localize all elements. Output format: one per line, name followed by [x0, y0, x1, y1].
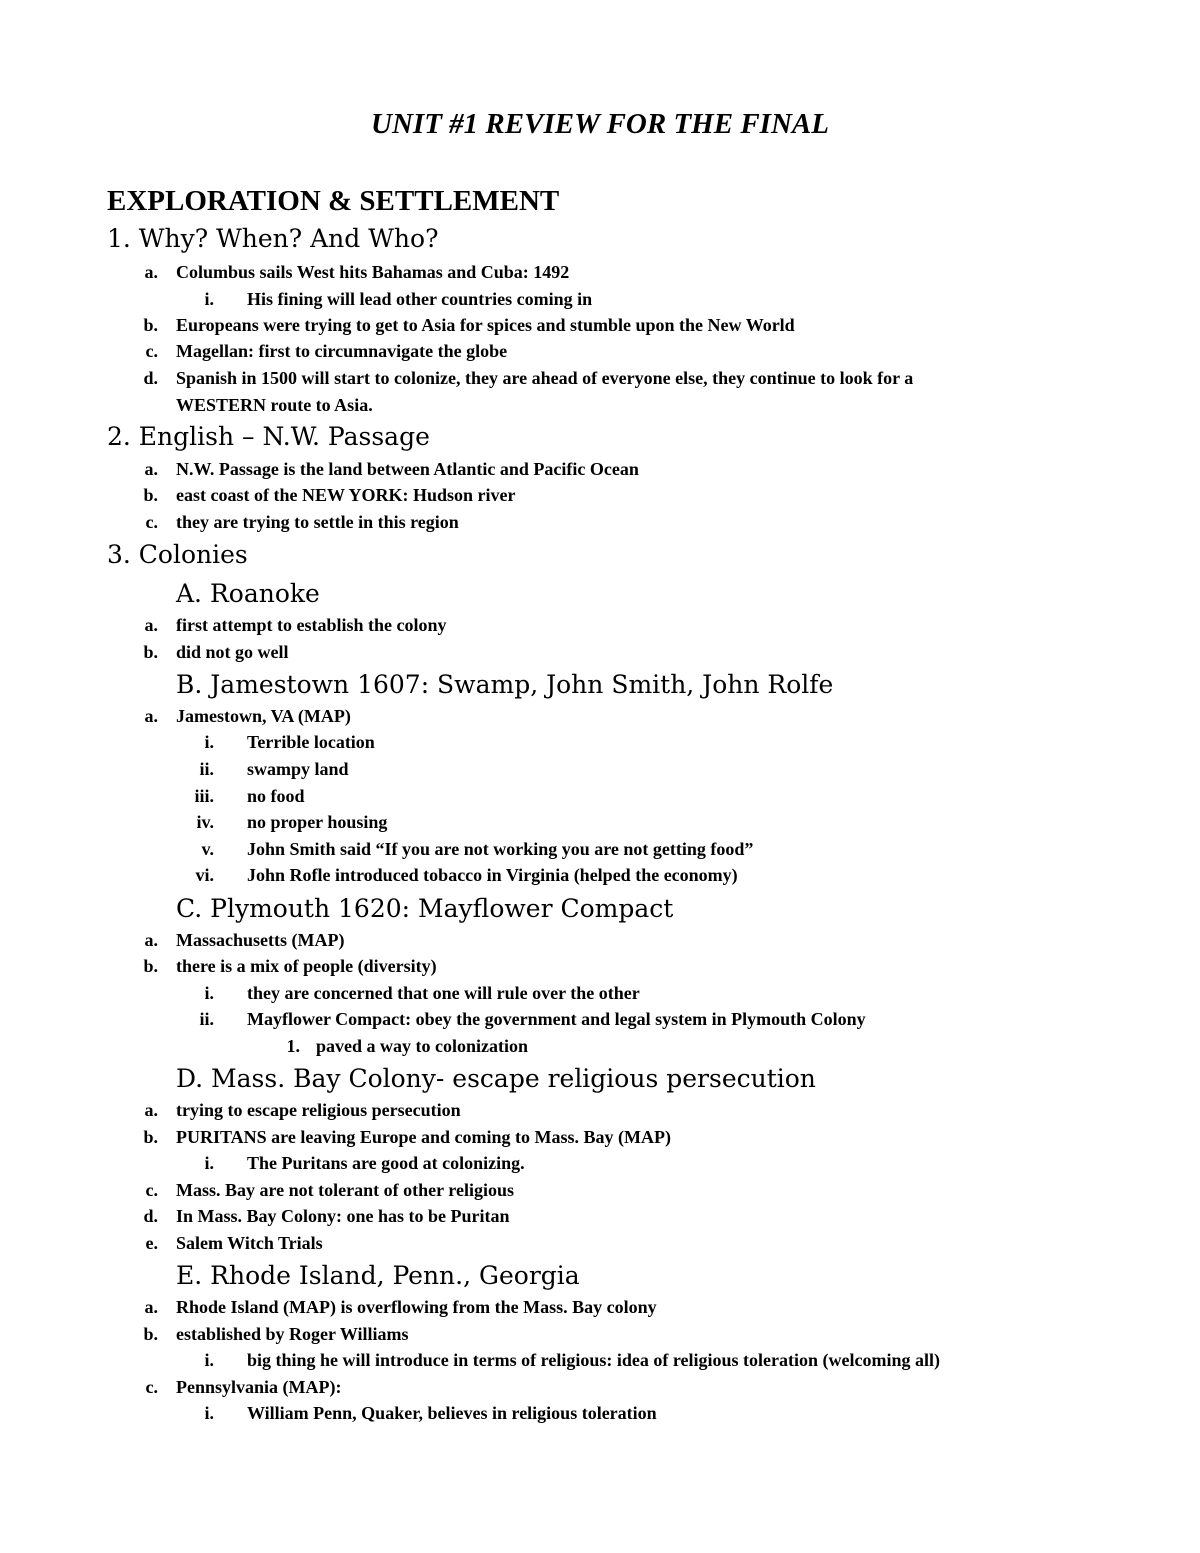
list-item-text: swampy land: [247, 759, 349, 779]
list-marker: a.: [144, 615, 158, 635]
list-marker: b.: [143, 315, 158, 335]
list-marker: a.: [144, 459, 158, 479]
list-marker: i.: [204, 289, 214, 309]
subheading-mass-bay: D. Mass. Bay Colony- escape religious persecution: [176, 1064, 816, 1093]
question-3-heading: 3. Colonies: [107, 540, 248, 569]
list-marker: d.: [143, 368, 158, 388]
list-marker: c.: [145, 341, 158, 361]
list-item-text: John Rofle introduced tobacco in Virginia (helped the economy): [247, 865, 738, 885]
list-marker: a.: [144, 706, 158, 726]
list-marker: i.: [204, 1403, 214, 1423]
list-marker: c.: [145, 512, 158, 532]
list-item-text: The Puritans are good at colonizing.: [247, 1153, 525, 1173]
list-marker: c.: [145, 1180, 158, 1200]
list-item-text: no proper housing: [247, 812, 388, 832]
list-item-text: Massachusetts (MAP): [176, 930, 345, 950]
list-item-text: John Smith said “If you are not working you are not getting food”: [247, 839, 754, 859]
list-item-text: Europeans were trying to get to Asia for spices and stumble upon the New World: [176, 315, 795, 335]
list-item-text: paved a way to colonization: [316, 1036, 529, 1056]
list-item-text: no food: [247, 786, 305, 806]
list-item-text: there is a mix of people (diversity): [176, 956, 437, 976]
subheading-roanoke: A. Roanoke: [176, 579, 320, 608]
list-item-text: Pennsylvania (MAP):: [176, 1377, 342, 1397]
list-item-text: trying to escape religious persecution: [176, 1100, 461, 1120]
list-item-text: William Penn, Quaker, believes in religious toleration: [247, 1403, 657, 1423]
list-marker: b.: [143, 642, 158, 662]
list-marker: d.: [143, 1206, 158, 1226]
list-item-text: Mass. Bay are not tolerant of other religious: [176, 1180, 514, 1200]
list-marker: a.: [144, 1100, 158, 1120]
list-item-text: they are trying to settle in this region: [176, 512, 459, 532]
list-item-text: first attempt to establish the colony: [176, 615, 447, 635]
list-item-text: N.W. Passage is the land between Atlantic and Pacific Ocean: [176, 459, 639, 479]
section-heading: EXPLORATION & SETTLEMENT: [107, 185, 560, 217]
list-marker: a.: [144, 930, 158, 950]
list-marker: vi.: [195, 865, 214, 885]
list-marker: c.: [145, 1377, 158, 1397]
list-marker: b.: [143, 485, 158, 505]
list-marker: b.: [143, 956, 158, 976]
list-item-text: Jamestown, VA (MAP): [176, 706, 351, 726]
list-marker: 1.: [286, 1036, 300, 1056]
list-marker: b.: [143, 1324, 158, 1344]
list-marker: a.: [144, 1297, 158, 1317]
list-marker: b.: [143, 1127, 158, 1147]
list-marker: ii.: [199, 759, 214, 779]
list-item-text: established by Roger Williams: [176, 1324, 409, 1344]
list-marker: iii.: [194, 786, 214, 806]
page-title: UNIT #1 REVIEW FOR THE FINAL: [371, 108, 829, 140]
list-item-text: Columbus sails West hits Bahamas and Cuba: 1492: [176, 262, 570, 282]
subheading-plymouth: C. Plymouth 1620: Mayflower Compact: [176, 894, 674, 923]
list-item-text: Rhode Island (MAP) is overflowing from the Mass. Bay colony: [176, 1297, 657, 1317]
list-item-text: they are concerned that one will rule over the other: [247, 983, 640, 1003]
list-item-text: east coast of the NEW YORK: Hudson river: [176, 485, 516, 505]
list-item-text: In Mass. Bay Colony: one has to be Puritan: [176, 1206, 510, 1226]
list-marker: v.: [201, 839, 214, 859]
list-item-text: Mayflower Compact: obey the government and legal system in Plymouth Colony: [247, 1009, 866, 1029]
question-1-heading: 1. Why? When? And Who?: [107, 224, 439, 253]
list-item-text: His fining will lead other countries coming in: [247, 289, 593, 309]
list-item-text: did not go well: [176, 642, 289, 662]
question-2-heading: 2. English – N.W. Passage: [107, 422, 430, 451]
subheading-rhode-island: E. Rhode Island, Penn., Georgia: [176, 1261, 580, 1290]
subheading-jamestown: B. Jamestown 1607: Swamp, John Smith, John Rolfe: [176, 670, 834, 699]
list-marker: i.: [204, 1350, 214, 1370]
list-item-text: Salem Witch Trials: [176, 1233, 323, 1253]
list-marker: i.: [204, 1153, 214, 1173]
list-marker: i.: [204, 732, 214, 752]
list-marker: iv.: [196, 812, 214, 832]
list-marker: a.: [144, 262, 158, 282]
list-item-text: WESTERN route to Asia.: [176, 395, 373, 415]
list-item-text: Spanish in 1500 will start to colonize, they are ahead of everyone else, they continue to look for a: [176, 368, 914, 388]
list-item-text: big thing he will introduce in terms of religious: idea of religious toleration (welcoming all): [247, 1350, 940, 1370]
list-item-text: Magellan: first to circumnavigate the globe: [176, 341, 508, 361]
list-item-text: Terrible location: [247, 732, 375, 752]
list-marker: ii.: [199, 1009, 214, 1029]
list-item-text: PURITANS are leaving Europe and coming to Mass. Bay (MAP): [176, 1127, 671, 1147]
list-marker: e.: [145, 1233, 158, 1253]
list-marker: i.: [204, 983, 214, 1003]
